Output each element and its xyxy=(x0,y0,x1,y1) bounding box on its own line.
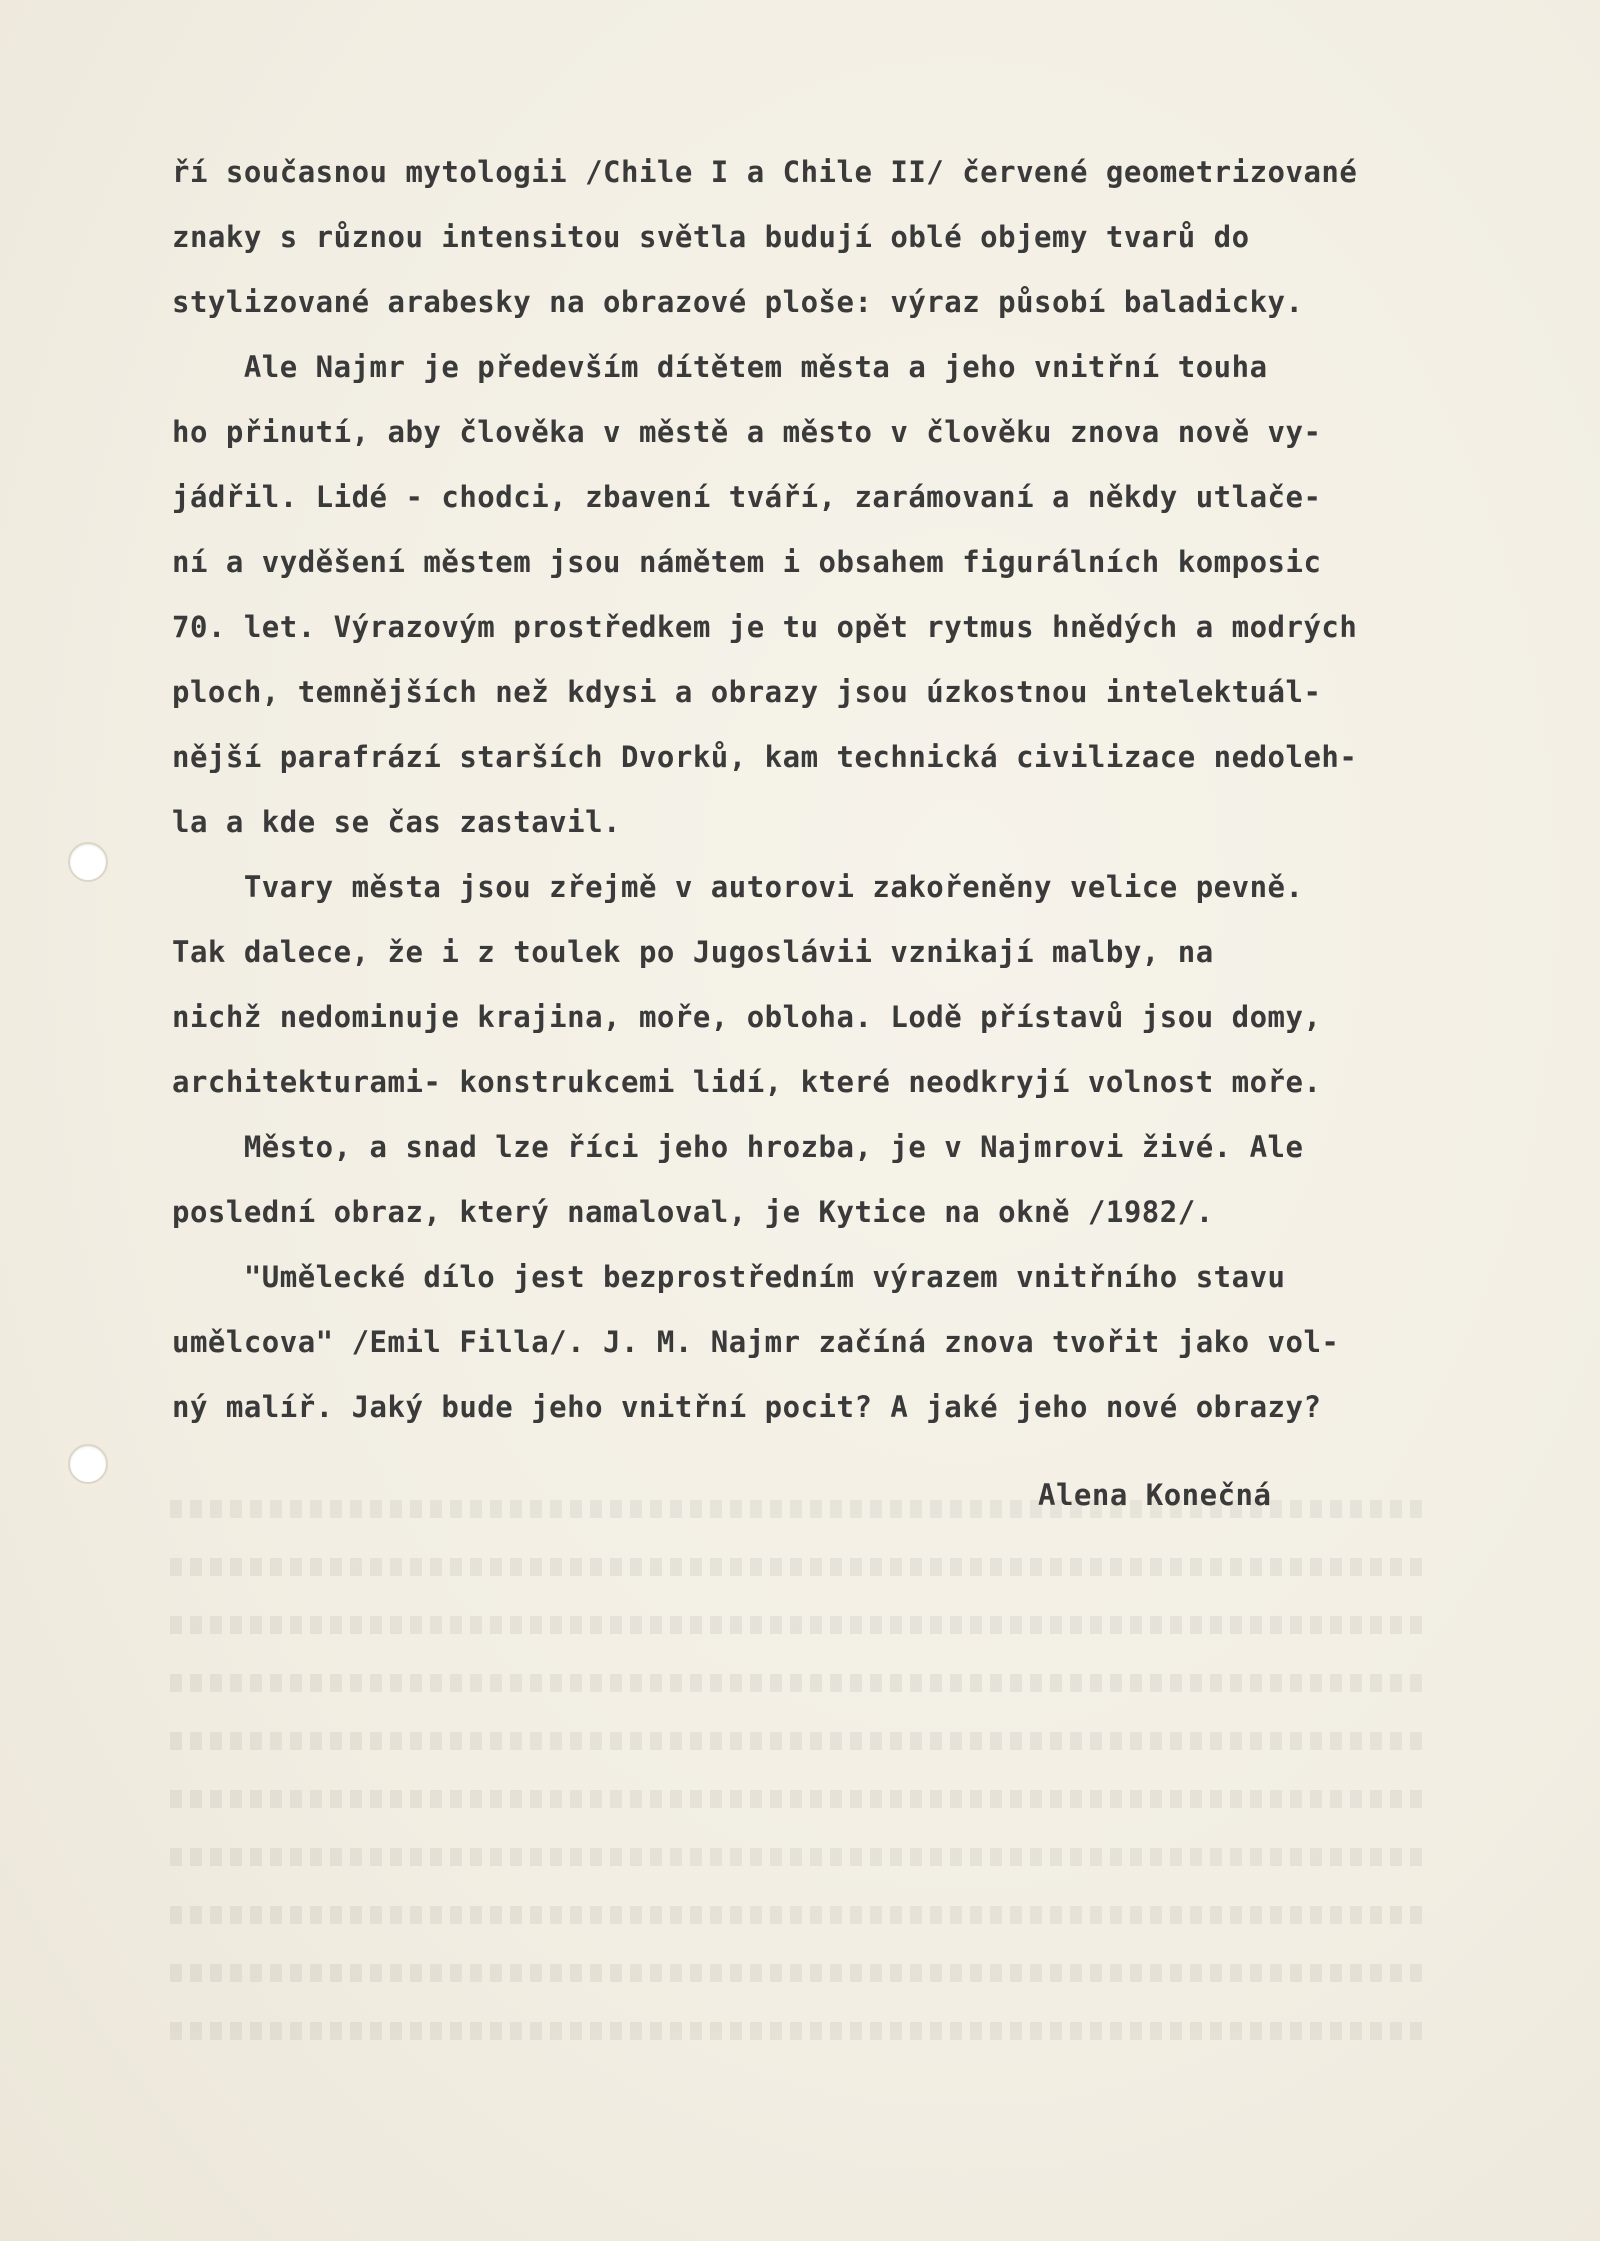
text-line: jádřil. Lidé - chodci, zbavení tváří, zarámovaní a někdy utlače- xyxy=(172,480,1322,514)
text-line: ný malíř. Jaký bude jeho vnitřní pocit? A jaké jeho nové obrazy? xyxy=(172,1390,1322,1424)
text-line: 70. let. Výrazovým prostředkem je tu opět rytmus hnědých a modrých xyxy=(172,610,1358,644)
text-line: ploch, temnějších než kdysi a obrazy jsou úzkostnou intelektuál- xyxy=(172,675,1322,709)
show-through-text xyxy=(170,1500,1430,2160)
text-line: "Umělecké dílo jest bezprostředním výrazem vnitřního stavu xyxy=(172,1260,1286,1294)
typewritten-text xyxy=(172,140,1492,1440)
text-line: la a kde se čas zastavil. xyxy=(172,805,621,839)
text-line: nější parafrází starších Dvorků, kam technická civilizace nedoleh- xyxy=(172,740,1358,774)
text-line: znaky s různou intensitou světla budují oblé objemy tvarů do xyxy=(172,220,1250,254)
text-line: stylizované arabesky na obrazové ploše: výraz působí baladicky. xyxy=(172,285,1304,319)
text-line: umělcova" /Emil Filla/. J. M. Najmr začíná znova tvořit jako vol- xyxy=(172,1325,1340,1359)
text-line: Tak dalece, že i z toulek po Jugoslávii vznikají malby, na xyxy=(172,935,1214,969)
text-line: Tvary města jsou zřejmě v autorovi zakořeněny velice pevně. xyxy=(172,870,1304,904)
text-line: architekturami- konstrukcemi lidí, které neodkryjí volnost moře. xyxy=(172,1065,1322,1099)
text-line: ří současnou mytologii /Chile I a Chile II/ červené geometrizované xyxy=(172,155,1358,189)
punch-hole xyxy=(68,1444,108,1484)
text-line: Ale Najmr je především dítětem města a jeho vnitřní touha xyxy=(172,350,1268,384)
text-line: ho přinutí, aby člověka v městě a město v člověku znova nově vy- xyxy=(172,415,1322,449)
text-line: Město, a snad lze říci jeho hrozba, je v Najmrovi živé. Ale xyxy=(172,1130,1304,1164)
author-signature: Alena Konečná xyxy=(1038,1478,1272,1512)
text-line: poslední obraz, který namaloval, je Kytice na okně /1982/. xyxy=(172,1195,1214,1229)
punch-hole xyxy=(68,842,108,882)
text-line: ní a vyděšení městem jsou námětem i obsahem figurálních komposic xyxy=(172,545,1322,579)
text-line: nichž nedominuje krajina, moře, obloha. Lodě přístavů jsou domy, xyxy=(172,1000,1322,1034)
